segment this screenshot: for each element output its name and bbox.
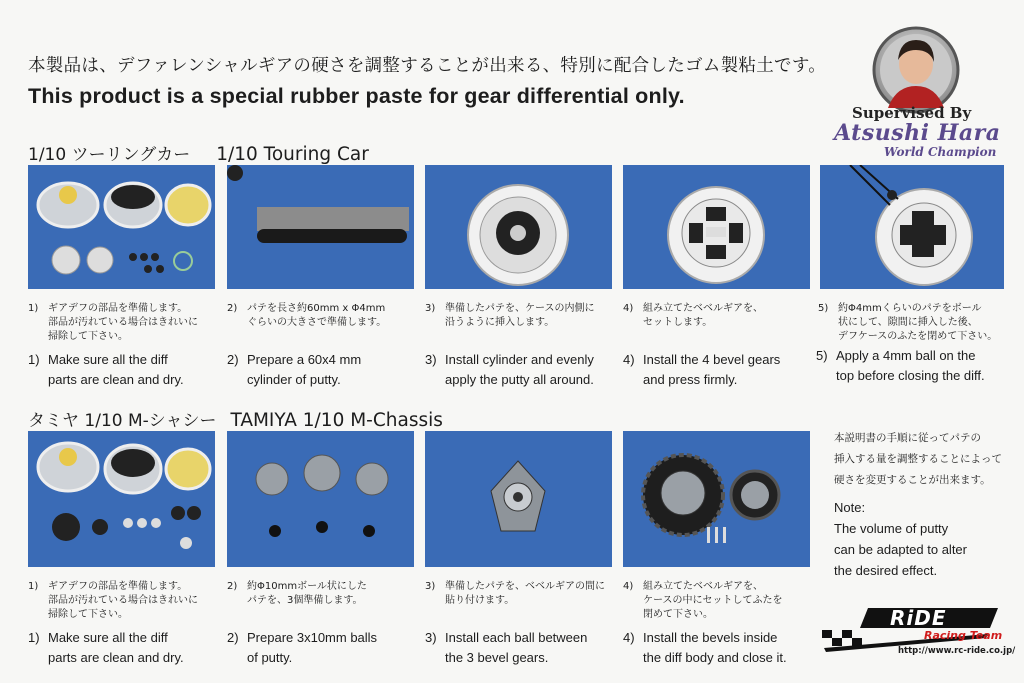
note-title: Note:	[834, 500, 866, 515]
logo-url: http://www.rc-ride.co.jp/	[898, 646, 1016, 656]
touring-step5-jp: 5) 約Φ4mmくらいのパテをボール 状にして、隙間に挿入した後、 デフケースのふたを閉めて下さい。	[818, 303, 998, 342]
title-english: This product is a special rubber paste for gear differential only.	[28, 84, 685, 108]
note-en-line3: the desired effect.	[834, 563, 938, 578]
section1-title-jp: 1/10 ツーリングカー	[28, 145, 191, 165]
touring-step2-jp: 2) パテを長さ約60mm x Φ4mm ぐらいの大きさで準備します。	[227, 303, 387, 328]
note-jp-line3: 硬さを変更することが出来ます。	[834, 474, 991, 486]
note-block	[834, 428, 1002, 581]
section1-title-en: 1/10 Touring Car	[216, 144, 369, 165]
note-en-line2: can be adapted to alter	[834, 542, 967, 557]
touring-step3-jp: 3) 準備したパテを、ケースの内側に 沿うように挿入します。	[425, 303, 595, 328]
note-jp-line1: 本説明書の手順に従ってパテの	[834, 432, 981, 444]
touring-step2-en: 2) Prepare a 60x4 mm cylinder of putty.	[227, 352, 362, 387]
mchassis-step4-jp: 4) 組み立てたベベルギアを、 ケースの中にセットしてふたを 閉めて下さい。	[623, 581, 783, 620]
supervised-by-label: Supervised By	[852, 104, 972, 122]
note-jp-line2: 挿入する量を調整することによって	[834, 453, 1002, 465]
section1-title	[28, 140, 369, 165]
touring-step5-en: 5) Apply a 4mm ball on the top before closing the diff.	[816, 348, 985, 383]
section2-title	[28, 406, 443, 431]
supervisor-title: World Champion	[884, 145, 997, 159]
supervisor-name: Atsushi Hara	[834, 120, 1001, 146]
touring-step1-en: 1) Make sure all the diff parts are clean and dry.	[28, 352, 184, 387]
section2-title-jp: タミヤ 1/10 M-シャシー	[28, 411, 217, 431]
note-en-line1: The volume of putty	[834, 521, 949, 536]
logo-wordmark: RiDE	[890, 606, 947, 630]
mchassis-step4-en: 4) Install the bevels inside the diff body and close it.	[623, 630, 787, 665]
title-japanese: 本製品は、デファレンシャルギアの硬さを調整することが出来る、特別に配合したゴム製粘土です。	[28, 56, 827, 76]
photo-mchassis-step3	[425, 431, 612, 567]
mchassis-step3-en: 3) Install each ball between the 3 bevel gears.	[425, 630, 588, 665]
touring-step3-en: 3) Install cylinder and evenly apply the putty all around.	[425, 352, 594, 387]
section2-title-en: TAMIYA 1/10 M-Chassis	[230, 410, 443, 431]
logo-team: Racing Team	[924, 629, 1003, 642]
photo-mchassis-step2	[227, 431, 414, 567]
touring-step1-jp: 1) ギアデフの部品を準備します。 部品が汚れている場合はきれいに 掃除して下さい。	[28, 303, 198, 342]
photo-touring-step1	[28, 165, 215, 289]
photo-mchassis-step4	[623, 431, 810, 567]
mchassis-step2-en: 2) Prepare 3x10mm balls of putty.	[227, 630, 378, 665]
photo-touring-step3	[425, 165, 612, 289]
touring-step4-jp: 4) 組み立てたベベルギアを、 セットします。	[623, 303, 763, 328]
mchassis-step1-en: 1) Make sure all the diff parts are clean and dry.	[28, 630, 184, 665]
photo-touring-step2	[227, 165, 414, 289]
mchassis-step2-jp: 2) 約Φ10mmボール状にした パテを、3個準備します。	[227, 581, 367, 606]
mchassis-step3-jp: 3) 準備したパテを、ベベルギアの間に 貼り付けます。	[425, 581, 605, 606]
photo-touring-step4	[623, 165, 810, 289]
mchassis-step1-jp: 1) ギアデフの部品を準備します。 部品が汚れている場合はきれいに 掃除して下さい。	[28, 581, 198, 620]
photo-mchassis-step1	[28, 431, 215, 567]
photo-touring-step5	[820, 165, 1004, 289]
touring-step4-en: 4) Install the 4 bevel gears and press firmly.	[623, 352, 781, 387]
